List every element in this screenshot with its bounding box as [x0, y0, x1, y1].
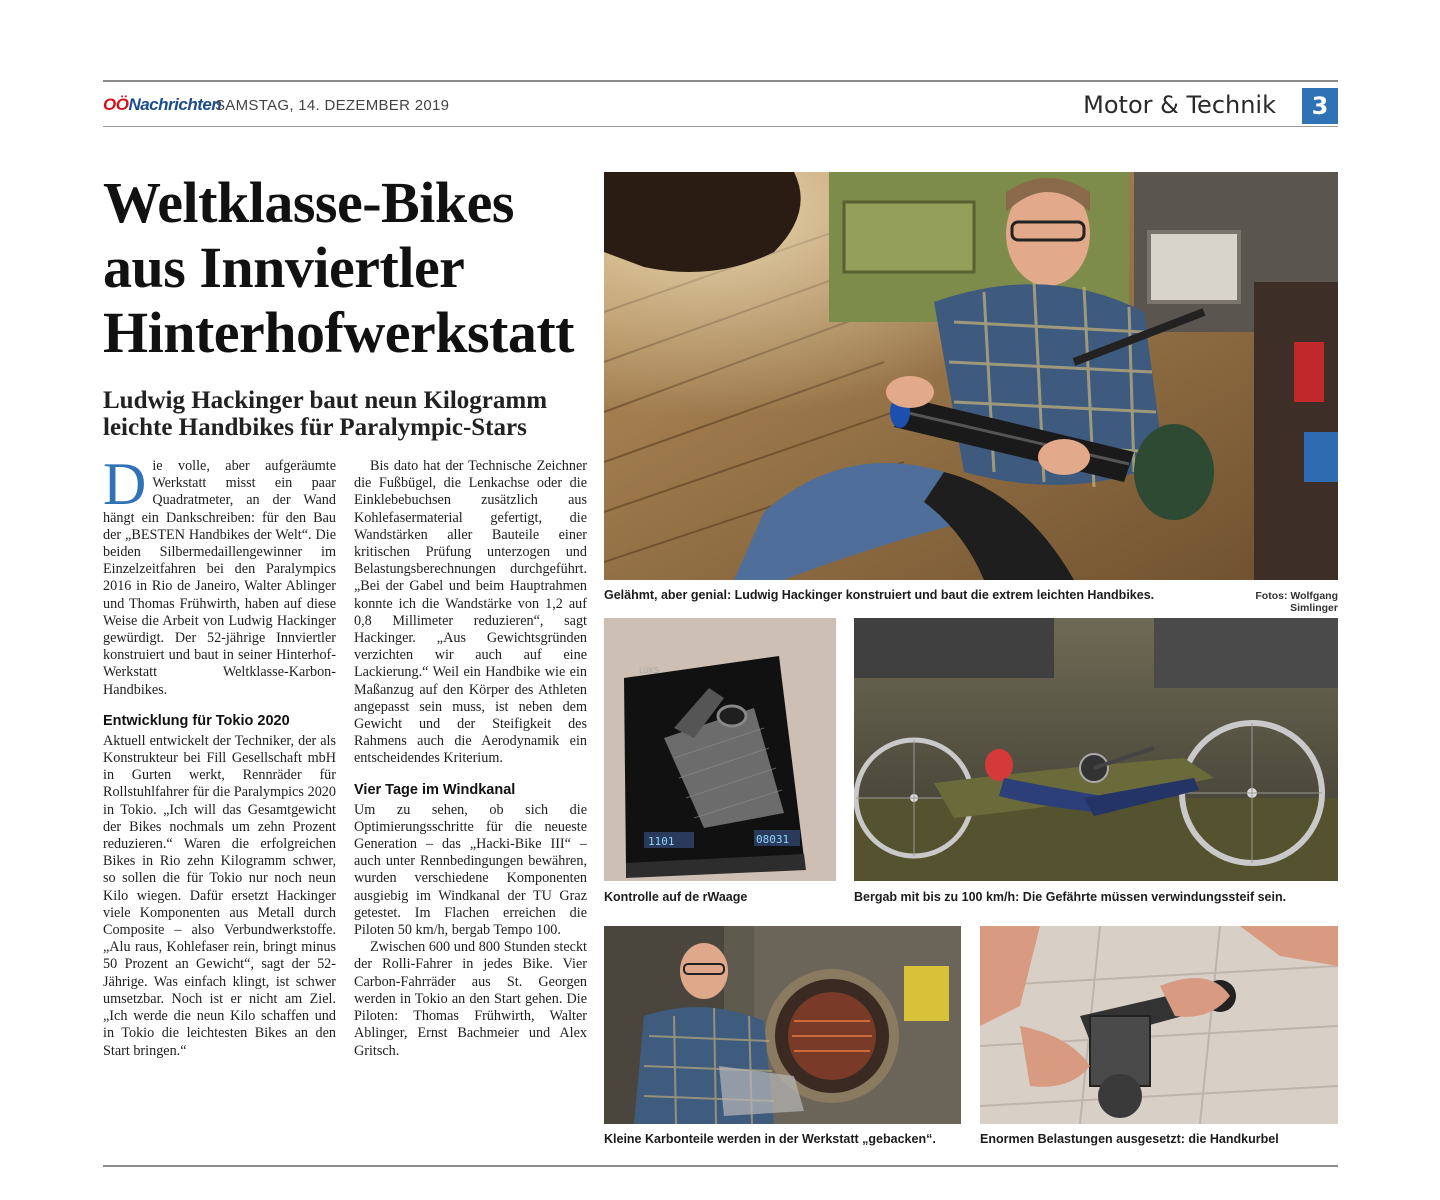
page-number-badge: 3 — [1302, 88, 1338, 124]
article-subhead: Ludwig Hackinger baut neun Kilogramm leichte Handbikes für Paralympic-Stars — [103, 387, 548, 441]
main-photo[interactable] — [604, 172, 1338, 580]
paragraph: Um zu sehen, ob sich die Optimierungsschritte für die neueste Generation – das „Hacki-Bike III“ – auch unter Rennbedingungen bewähren, wurden verschiedene Komponenten ausgiebig im Windkanal der TU Graz getestet. Im Flachen erreichen die Piloten 50 km/h, bergab Tempo 100. — [354, 801, 587, 939]
paragraph: Die volle, aber aufgeräumte Werkstatt misst ein paar Quadratmeter, an der Wand hängt ein Dankschreiben: für den Bau der „BESTEN Handbikes der Welt“. Die beiden Silbermedaillengewinner im Einzelzeitfahren bei den Paralympics 2016 in Rio de Janeiro, Walter Ablinger und Thomas Frühwirth, haben auf diese Weise die Arbeit von Ludwig Hackinger gewürdigt. Der 52-jährige Innviertler konstruiert und baut in seiner Hinterhof-Werkstatt Weltklasse-Karbon-Handbikes. — [103, 451, 336, 698]
header-rule — [103, 126, 1338, 127]
crank-photo-caption: Enormen Belastungen ausgesetzt: die Handkurbel — [980, 1132, 1279, 1146]
newspaper-logo[interactable]: OÖNachrichten — [103, 95, 222, 114]
article-column-1 — [103, 451, 336, 1060]
paragraph: Aktuell entwickelt der Techniker, der als Konstrukteur bei Fill Gesellschaft mbH in Gurten werkt, Rennräder für Rollstuhlfahrer für die Paralympics 2020 in Tokio. „Ich will das Gesamtgewicht der Bikes nochmals um zehn Prozent reduzieren.“ Waren die erfolgreichen Bikes in Rio zehn Kilogramm schwer, so sollen die für Tokio nur noch neun Kilo wiegen. Dafür ersetzt Hackinger viele Komponenten aus Metall durch Composite – also Verbundwerkstoffe. „Alu raus, Kohlefaser rein, bringt minus 50 Prozent an Gewicht“, sagt der 52-Jährige. Was einfach klingt, ist schwer umsetzbar. Noch ist er nicht am Ziel. „Ich werde die neun Kilo schaffen und in Tokio die leichtesten Bikes an den Start bringen.“ — [103, 732, 336, 1059]
oven-photo[interactable] — [604, 926, 961, 1124]
scale-display-right: 08031 — [756, 833, 790, 846]
scale-brand: LÜKS — [639, 666, 660, 675]
handbike-photo-caption: Bergab mit bis zu 100 km/h: Die Gefährte müssen verwindungssteif sein. — [854, 890, 1287, 904]
scale-display-left: 1101 — [648, 835, 675, 848]
article-headline: Weltklasse-Bikes aus Innviertler Hinterhofwerkstatt — [103, 170, 575, 365]
top-rule — [103, 80, 1338, 82]
scale-photo[interactable] — [604, 618, 836, 881]
section-subheading: Vier Tage im Windkanal — [354, 781, 516, 798]
scale-photo-caption: Kontrolle auf de rWaage — [604, 890, 748, 904]
section-subheading: Entwicklung für Tokio 2020 — [103, 712, 290, 729]
page-header — [103, 88, 1338, 124]
section-title: Motor & Technik — [1083, 91, 1276, 119]
dateline: SAMSTAG, 14. DEZEMBER 2019 — [215, 97, 450, 114]
main-photo-caption: Gelähmt, aber genial: Ludwig Hackinger konstruiert und baut die extrem leichten Handbikes. — [604, 588, 1155, 602]
oven-photo-caption: Kleine Karbonteile werden in der Werkstatt „gebacken“. — [604, 1132, 936, 1146]
crank-photo[interactable] — [980, 926, 1338, 1124]
paragraph: Zwischen 600 und 800 Stunden steckt der Rolli-Fahrer in jedes Bike. Vier Carbon-Fahrräder aus St. Georgen werden in Tokio an den Start gehen. Die Piloten: Thomas Frühwirth, Walter Ablinger, Ernst Bachmeier und Alex Gritsch. — [354, 939, 587, 1059]
paragraph: Bis dato hat der Technische Zeichner die Fußbügel, die Lenkachse oder die Einklebebuchsen zusätzlich aus Kohlefasermaterial gefertigt, die Wandstärken aller Bauteile einer kritischen Prüfung unterzogen und Belastungsberechnungen durchgeführt. „Bei der Gabel und beim Hauptrahmen konnte ich die Wandstärke von 1,2 auf 0,8 Millimeter reduzieren“, sagt Hackinger. „Aus Gewichtsgründen verzichten wir auch auf eine Lackierung.“ Weil ein Handbike wie ein Maßanzug auf den Körper des Athleten angepasst sein muss, ist neben dem Gewicht und der Steifigkeit des Rahmens auch die Aerodynamik ein entscheidendes Kriterium. — [354, 458, 587, 767]
photo-credit: Fotos: Wolfgang Simlinger — [1255, 590, 1338, 614]
article-column-2 — [354, 458, 587, 1060]
bottom-rule — [103, 1165, 1338, 1167]
handbike-photo[interactable] — [854, 618, 1338, 881]
drop-cap: D — [103, 451, 147, 517]
